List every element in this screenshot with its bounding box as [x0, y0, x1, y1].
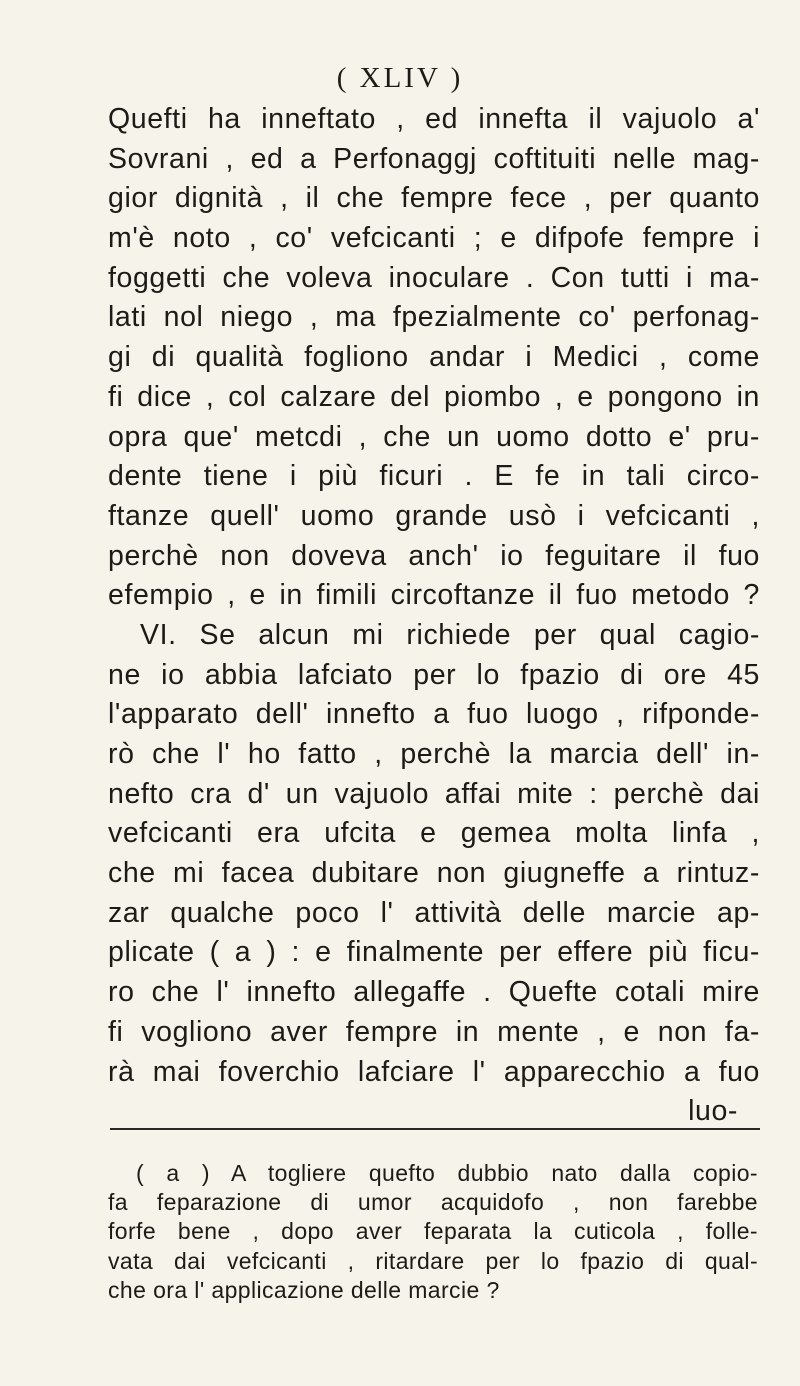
body-line: nefto cra d' un vajuolo affai mite : perchè dai: [108, 777, 760, 810]
body-line: ne io abbia lafciato per lo fpazio di ore 45: [108, 658, 760, 691]
catchword: luo-: [688, 1095, 738, 1128]
body-line: Sovrani , ed a Perfonaggj coftituiti nelle mag-: [108, 142, 760, 175]
body-line: vefcicanti era ufcita e gemea molta linfa ,: [108, 817, 760, 850]
body-line: che mi facea dubitare non giugneffe a rintuz-: [108, 857, 760, 890]
body-line: m'è noto , co' vefcicanti ; e difpofe fempre i: [108, 222, 760, 255]
body-line: fi dice , col calzare del piombo , e pongono in: [108, 380, 760, 413]
body-line: fi vogliono aver fempre in mente , e non fa-: [108, 1015, 760, 1048]
footnote: [108, 1159, 758, 1305]
body-line: efempio , e in fimili circoftanze il fuo metodo ?: [108, 579, 760, 612]
footnote-line: ( a ) A togliere quefto dubbio nato dalla copio-: [136, 1160, 758, 1186]
body-text: [108, 100, 760, 1132]
body-line: perchè non doveva anch' io feguitare il fuo: [108, 539, 760, 572]
body-line: zar qualche poco l' attività delle marcie ap-: [108, 896, 760, 929]
body-line: VI. Se alcun mi richiede per qual cagio-: [140, 618, 760, 651]
body-line: rò che l' ho fatto , perchè la marcia dell' in-: [108, 738, 760, 770]
body-line: plicate ( a ) : e finalmente per effere più ficu-: [108, 936, 760, 969]
page-header: ( XLIV ): [336, 62, 464, 94]
body-line: rà mai foverchio lafciare l' apparecchio a fuo: [108, 1055, 760, 1088]
footnote-line: che ora l' applicazione delle marcie ?: [108, 1276, 500, 1303]
body-line: ro che l' innefto allegaffe . Quefte cotali mire: [108, 976, 760, 1009]
body-line: foggetti che voleva inoculare . Con tutti i ma-: [108, 261, 760, 294]
footnote-divider: [110, 1128, 760, 1130]
body-line: gi di qualità fogliono andar i Medici , come: [108, 341, 760, 374]
footnote-line: fa feparazione di umor acquidofo , non farebbe: [108, 1189, 758, 1216]
body-line: gior dignità , il che fempre fece , per quanto: [108, 182, 760, 215]
body-line: Quefti ha inneftato , ed innefta il vajuolo a': [108, 103, 760, 135]
footnote-line: forfe bene , dopo aver feparata la cuticola , folle-: [108, 1218, 758, 1245]
body-line: l'apparato dell' innefto a fuo luogo , rifponde-: [108, 698, 760, 731]
footnote-line: vata dai vefcicanti , ritardare per lo fpazio di qual-: [108, 1247, 758, 1274]
body-line: dente tiene i più ficuri . E fe in tali circo-: [108, 460, 760, 493]
body-line: ftanze quell' uomo grande usò i vefcicanti ,: [108, 499, 760, 532]
body-line: lati nol niego , ma fpezialmente co' perfonag-: [108, 301, 760, 334]
body-line: opra que' metcdi , che un uomo dotto e' pru-: [108, 420, 760, 453]
